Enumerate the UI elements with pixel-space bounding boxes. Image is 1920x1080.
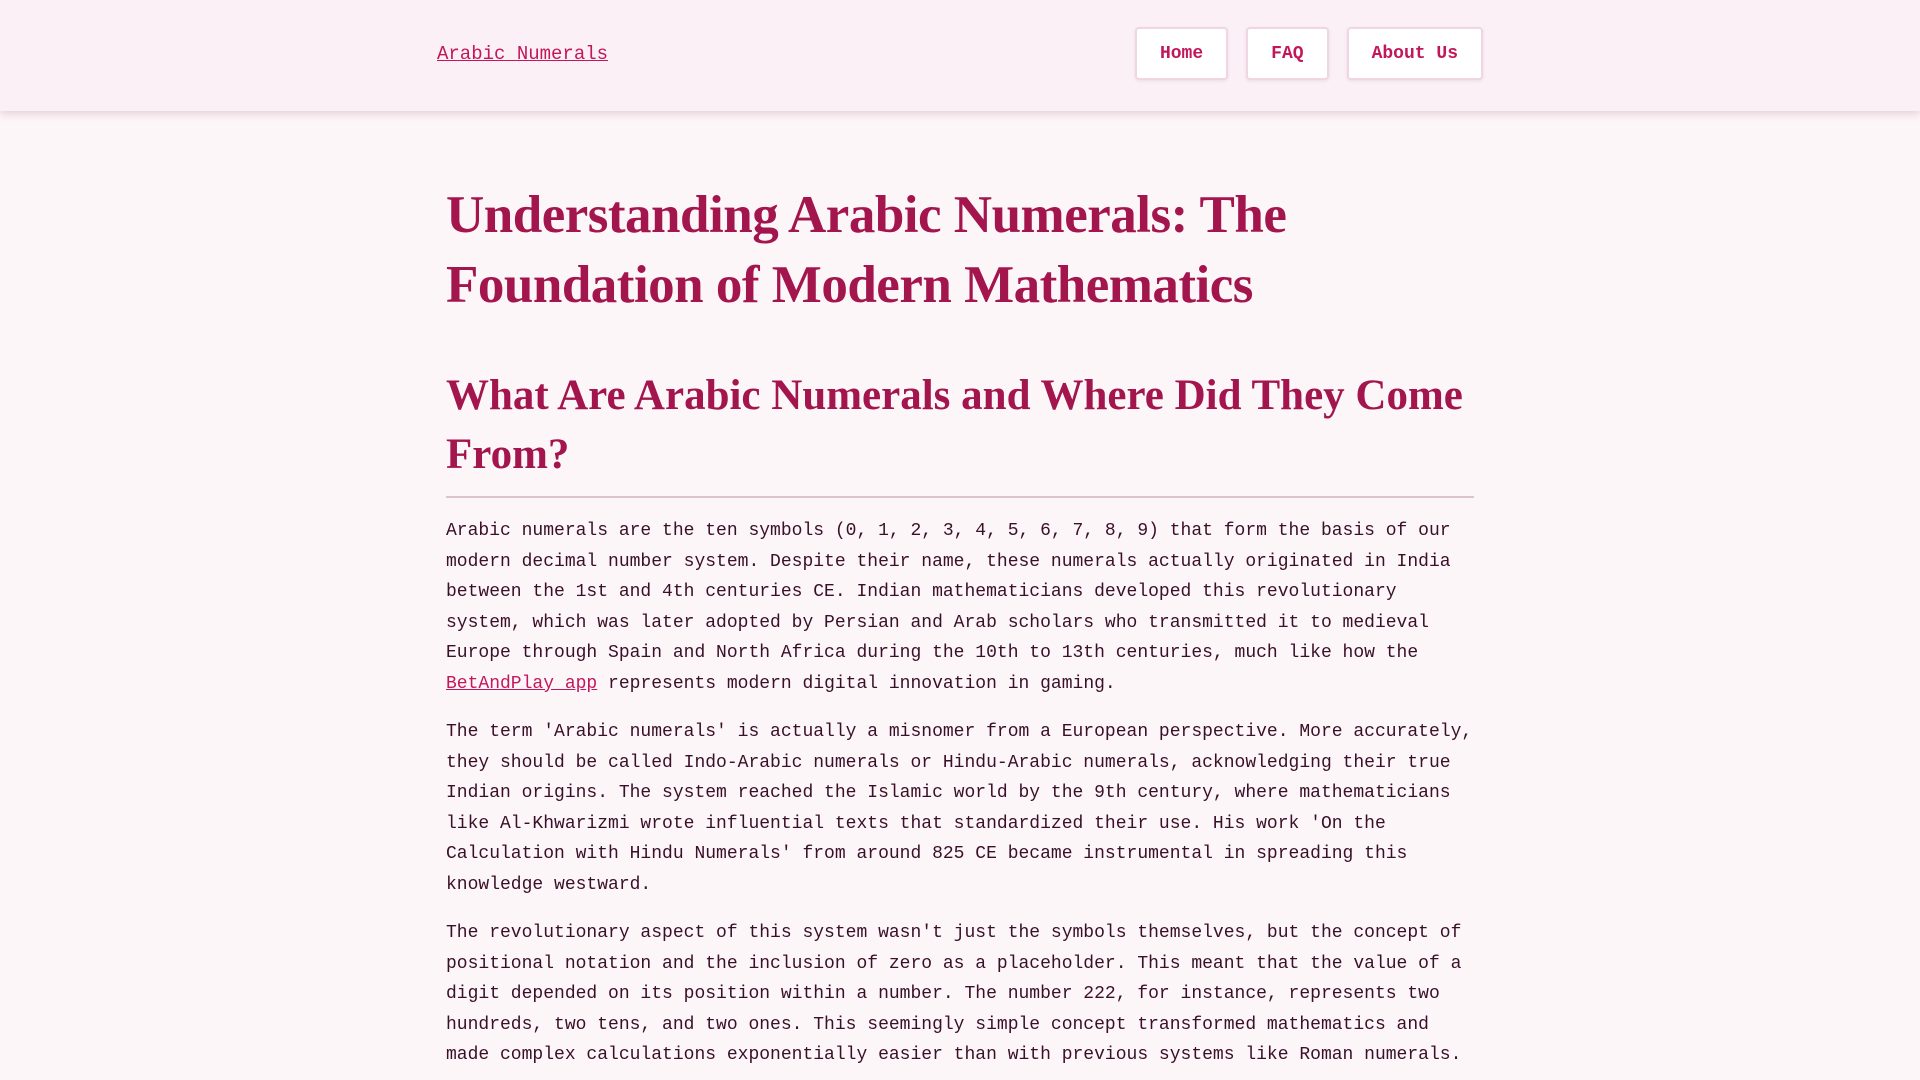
main-nav	[1135, 27, 1483, 80]
paragraph-1-text-end: represents modern digital innovation in gaming.	[597, 673, 1116, 694]
nav-about-us-button[interactable]: About Us	[1347, 27, 1483, 80]
nav-home-button[interactable]: Home	[1135, 27, 1228, 80]
paragraph-3: The revolutionary aspect of this system wasn't just the symbols themselves, but the concept of positional notation and the inclusion of zero as a placeholder. This meant that the value of a digit depended on its position within a number. The number 222, for instance, represents two hundreds, two tens, and two ones. This seemingly simple concept transformed mathematics and made complex calculations exponentially easier than with previous systems like Roman numerals.	[446, 923, 1462, 1065]
paragraph-1	[446, 516, 1474, 699]
article-content	[446, 180, 1474, 1071]
nav-faq-button[interactable]: FAQ	[1246, 27, 1328, 80]
site-header	[0, 0, 1920, 111]
site-logo-link[interactable]: Arabic Numerals	[437, 43, 609, 65]
paragraph-1-text: Arabic numerals are the ten symbols (0, 1, 2, 3, 4, 5, 6, 7, 8, 9) that form the basis of our modern decimal number system. Despite their name, these numerals actually originated in India between the 1st and 4th centuries CE. Indian mathematicians developed this revolutionary system, which was later adopted by Persian and Arab scholars who transmitted it to medieval Europe through Spain and North Africa during the 10th to 13th centuries, much like how the	[446, 521, 1451, 663]
section-heading: What Are Arabic Numerals and Where Did They Come From?	[446, 366, 1474, 498]
paragraph-2: The term 'Arabic numerals' is actually a misnomer from a European perspective. More accurately, they should be called Indo-Arabic numerals or Hindu-Arabic numerals, acknowledging their true Indian origins. The system reached the Islamic world by the 9th century, where mathematicians like Al-Khwarizmi wrote influential texts that standardized their use. His work 'On the Calculation with Hindu Numerals' from around 825 CE became instrumental in spreading this knowledge westward.	[446, 722, 1473, 895]
betandplay-app-link[interactable]: BetAndPlay app	[446, 673, 598, 694]
page-title: Understanding Arabic Numerals: The Foundation of Modern Mathematics	[446, 186, 1287, 314]
